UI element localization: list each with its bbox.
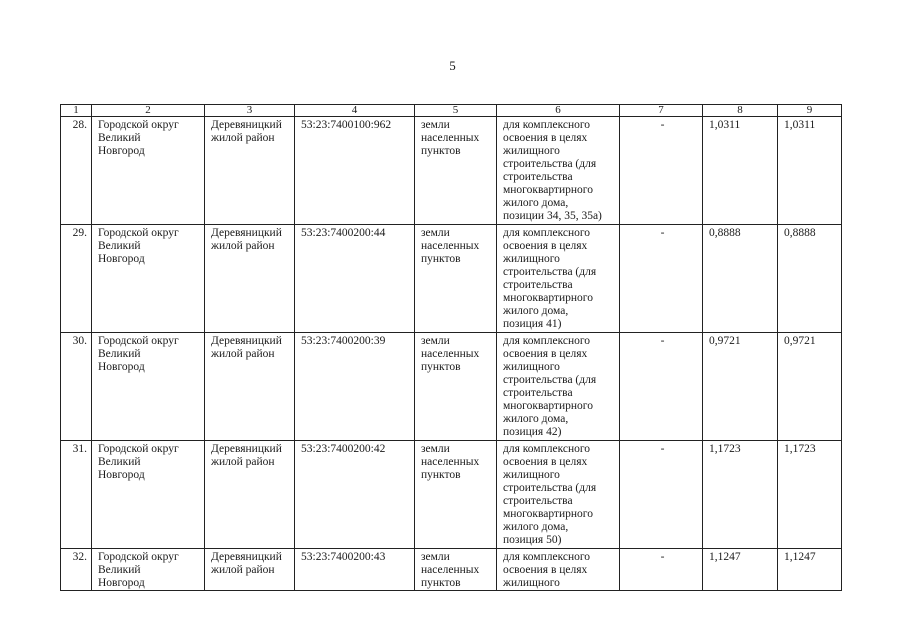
row-number: 30. [61, 333, 92, 441]
district-cell: Городской округ Великий Новгород [92, 225, 205, 333]
col9-cell: 1,1247 [778, 549, 842, 591]
column-header: 3 [205, 105, 295, 117]
page-number: 5 [449, 58, 456, 73]
row-number: 32. [61, 549, 92, 591]
col9-cell: 1,1723 [778, 441, 842, 549]
permitted-use-cell: для комплексного освоения в целях жилищного строительства (для строительства многоквартирного жилого дома, позиция 50) [497, 441, 620, 549]
column-header: 5 [415, 105, 497, 117]
col8-cell: 0,8888 [703, 225, 778, 333]
column-header: 9 [778, 105, 842, 117]
area-cell: Деревяницкий жилой район [205, 333, 295, 441]
col7-cell: - [620, 225, 703, 333]
cadastral-number-cell: 53:23:7400200:43 [295, 549, 415, 591]
col8-cell: 0,9721 [703, 333, 778, 441]
area-cell: Деревяницкий жилой район [205, 225, 295, 333]
col7-cell: - [620, 549, 703, 591]
area-cell: Деревяницкий жилой район [205, 441, 295, 549]
col7-cell: - [620, 117, 703, 225]
column-header: 2 [92, 105, 205, 117]
table-body [61, 117, 842, 591]
permitted-use-cell: для комплексного освоения в целях жилищного строительства (для строительства многоквартирного жилого дома, позиция 41) [497, 225, 620, 333]
table-row [61, 225, 842, 333]
col8-cell: 1,0311 [703, 117, 778, 225]
district-cell: Городской округ Великий Новгород [92, 549, 205, 591]
land-category-cell: земли населенных пунктов [415, 549, 497, 591]
cadastral-number-cell: 53:23:7400200:39 [295, 333, 415, 441]
permitted-use-cell: для комплексного освоения в целях жилищного [497, 549, 620, 591]
column-header: 7 [620, 105, 703, 117]
column-header: 1 [61, 105, 92, 117]
district-cell: Городской округ Великий Новгород [92, 333, 205, 441]
column-number-row [61, 105, 842, 117]
row-number: 29. [61, 225, 92, 333]
area-cell: Деревяницкий жилой район [205, 549, 295, 591]
col9-cell: 0,9721 [778, 333, 842, 441]
cadastral-number-cell: 53:23:7400100:962 [295, 117, 415, 225]
district-cell: Городской округ Великий Новгород [92, 441, 205, 549]
table-row [61, 441, 842, 549]
land-category-cell: земли населенных пунктов [415, 225, 497, 333]
land-plots-table [60, 104, 842, 591]
cadastral-number-cell: 53:23:7400200:44 [295, 225, 415, 333]
district-cell: Городской округ Великий Новгород [92, 117, 205, 225]
land-category-cell: земли населенных пунктов [415, 117, 497, 225]
table-header [61, 105, 842, 117]
col9-cell: 1,0311 [778, 117, 842, 225]
column-header: 6 [497, 105, 620, 117]
cadastral-number-cell: 53:23:7400200:42 [295, 441, 415, 549]
row-number: 28. [61, 117, 92, 225]
col7-cell: - [620, 333, 703, 441]
col7-cell: - [620, 441, 703, 549]
land-category-cell: земли населенных пунктов [415, 333, 497, 441]
col9-cell: 0,8888 [778, 225, 842, 333]
table-row [61, 549, 842, 591]
area-cell: Деревяницкий жилой район [205, 117, 295, 225]
table-row [61, 117, 842, 225]
row-number: 31. [61, 441, 92, 549]
column-header: 8 [703, 105, 778, 117]
permitted-use-cell: для комплексного освоения в целях жилищного строительства (для строительства многоквартирного жилого дома, позиция 42) [497, 333, 620, 441]
column-header: 4 [295, 105, 415, 117]
permitted-use-cell: для комплексного освоения в целях жилищного строительства (для строительства многоквартирного жилого дома, позиции 34, 35, 35а) [497, 117, 620, 225]
col8-cell: 1,1723 [703, 441, 778, 549]
land-category-cell: земли населенных пунктов [415, 441, 497, 549]
col8-cell: 1,1247 [703, 549, 778, 591]
table-row [61, 333, 842, 441]
